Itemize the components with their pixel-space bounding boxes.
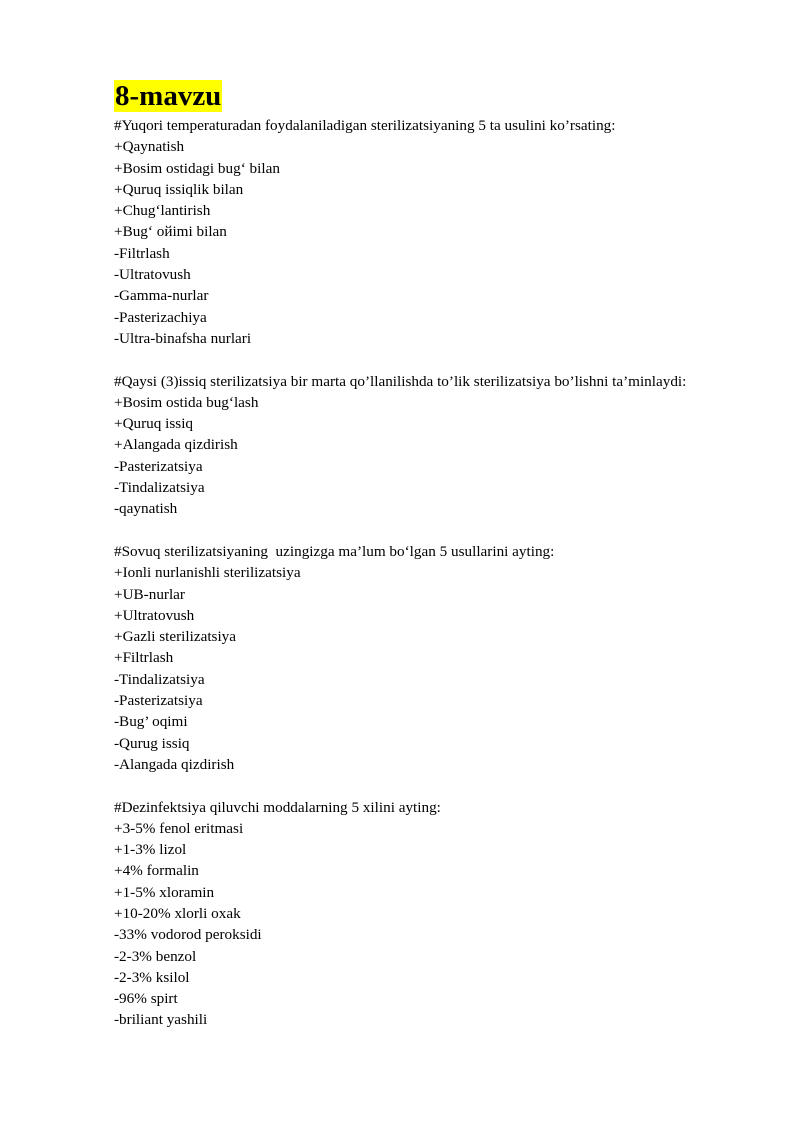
answer-option: -Pasterizatsiya bbox=[114, 457, 203, 475]
answer-option: -Tindalizatsiya bbox=[114, 479, 205, 497]
paragraph-gap bbox=[114, 349, 754, 370]
answer-option: -2-3% ksilol bbox=[114, 968, 190, 986]
question-text: #Yuqori temperaturadan foydalaniladigan sterilizatsiyaning 5 ta usulini ko’rsating: bbox=[114, 117, 616, 134]
answer-option: -Bug’ oqimi bbox=[114, 713, 188, 731]
question-text: #Dezinfektsiya qiluvchi moddalarning 5 xilini ayting: bbox=[114, 798, 441, 816]
answer-option: -Gamma-nurlar bbox=[114, 287, 209, 305]
question-text: #Sovuq sterilizatsiyaning uzingizga ma’lum bo‘lgan 5 usullarini ayting: bbox=[114, 542, 555, 560]
answer-option: +Gazli sterilizatsiya bbox=[114, 628, 237, 646]
question-block-3 bbox=[114, 541, 754, 775]
answer-option: -2-3% benzol bbox=[114, 947, 197, 965]
answer-option: -Ultratovush bbox=[114, 266, 191, 284]
question-block-1 bbox=[114, 115, 754, 349]
answer-option: +Qaynatish bbox=[114, 138, 185, 156]
answer-option: -briliant yashili bbox=[114, 1011, 208, 1029]
paragraph-gap bbox=[114, 775, 754, 796]
answer-option: -Pasterizachiya bbox=[114, 308, 207, 326]
answer-option: +Ionli nurlanishli sterilizatsiya bbox=[114, 564, 301, 582]
answer-option: -96% spirt bbox=[114, 990, 178, 1008]
answer-option: -33% vodorod peroksidi bbox=[114, 926, 262, 944]
answer-option: +3-5% fenol eritmasi bbox=[114, 819, 244, 837]
answer-option: +1-5% xloramin bbox=[114, 883, 215, 901]
answer-option: -Tindalizatsiya bbox=[114, 670, 205, 688]
answer-option: +Bug‘ oйimi bilan bbox=[114, 223, 227, 241]
page-title: 8-mavzu bbox=[115, 80, 222, 112]
question-text: #Qaysi (3)issiq sterilizatsiya bir marta qo’llanilishda to’lik sterilizatsiya bo’lishni ta’minlaydi: bbox=[114, 372, 687, 390]
answer-option: +Ultratovush bbox=[114, 606, 195, 624]
answer-option: -Alangada qizdirish bbox=[114, 755, 235, 773]
question-block-2 bbox=[114, 371, 754, 520]
answer-option: +Alangada qizdirish bbox=[114, 436, 238, 454]
answer-option: +Quruq issiqlik bilan bbox=[114, 180, 244, 198]
answer-option: +10-20% xlorli oxak bbox=[114, 904, 241, 922]
answer-option: +Filtrlash bbox=[114, 649, 174, 667]
document-page bbox=[114, 80, 754, 1031]
answer-option: -Qurug issiq bbox=[114, 734, 190, 752]
answer-option: -Pasterizatsiya bbox=[114, 692, 203, 710]
question-block-4 bbox=[114, 797, 754, 1031]
answer-option: +UB-nurlar bbox=[114, 585, 185, 603]
answer-option: +Quruq issiq bbox=[114, 415, 194, 433]
answer-option: +Bosim ostida bug‘lash bbox=[114, 393, 259, 411]
answer-option: +Bosim ostidagi bug‘ bilan bbox=[114, 159, 280, 177]
answer-option: +1-3% lizol bbox=[114, 841, 187, 859]
answer-option: +Chug‘lantirish bbox=[114, 202, 211, 220]
answer-option: -Filtrlash bbox=[114, 244, 170, 262]
paragraph-gap bbox=[114, 520, 754, 541]
answer-option: -qaynatish bbox=[114, 500, 178, 518]
answer-option: +4% formalin bbox=[114, 862, 199, 880]
answer-option: -Ultra-binafsha nurlari bbox=[114, 329, 252, 347]
